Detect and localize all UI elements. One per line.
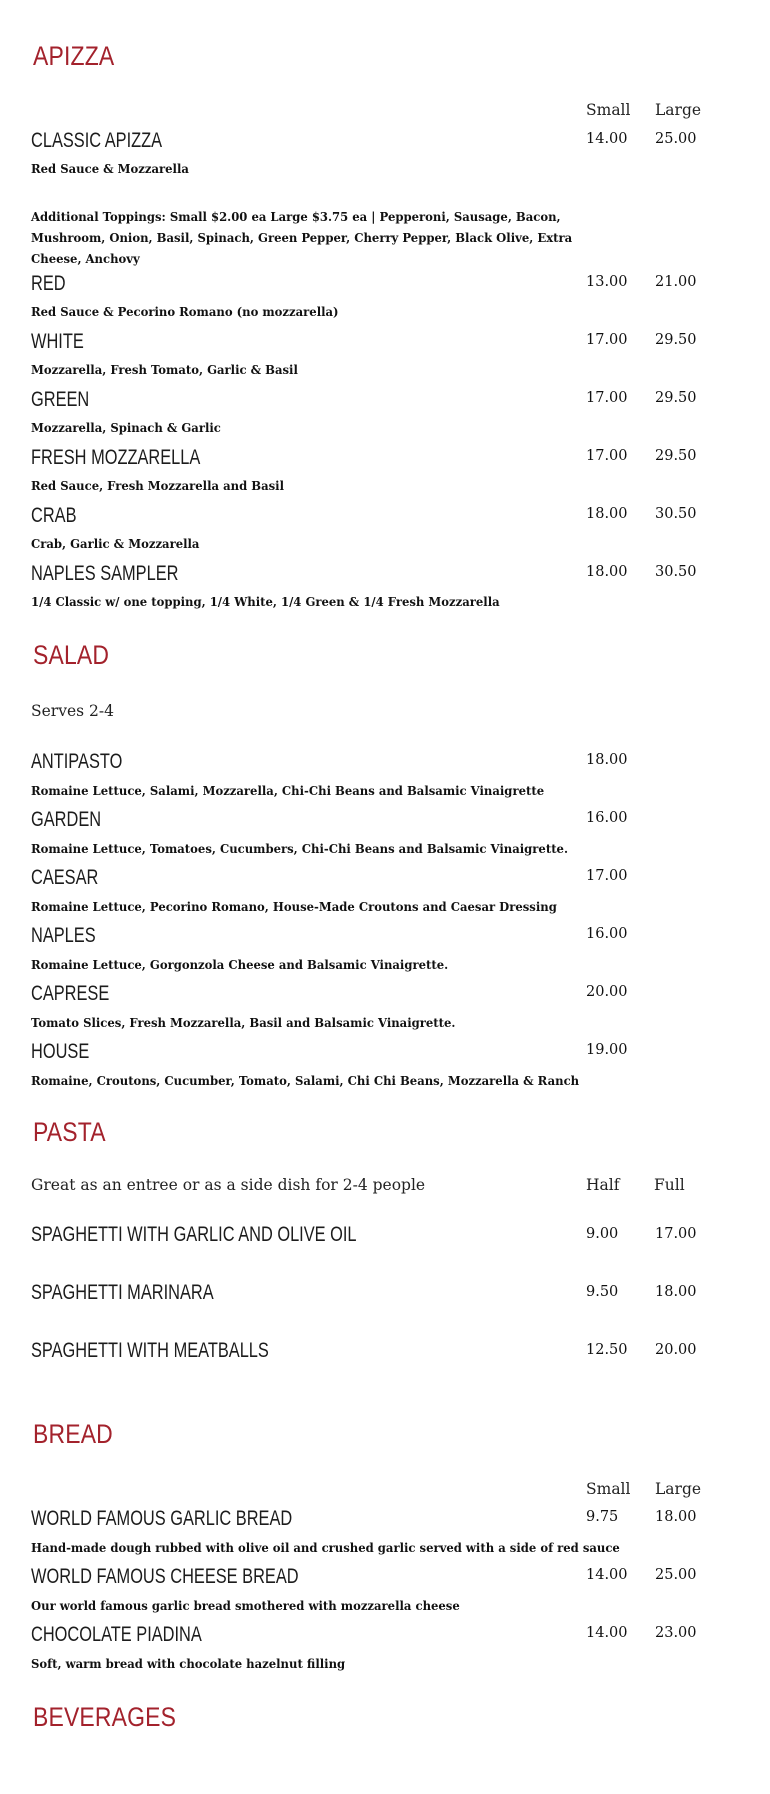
menu-item-price-full: 17.00	[655, 1226, 697, 1242]
menu-item-description: Crab, Garlic & Mozzarella	[31, 536, 200, 551]
section-title-beverages: BEVERAGES	[33, 1702, 177, 1732]
menu-item-description: Mozzarella, Spinach & Garlic	[31, 420, 221, 435]
menu-item-name: SPAGHETTI WITH MEATBALLS	[31, 1339, 269, 1362]
menu-item-price-small: 18.00	[586, 506, 628, 522]
menu-item-price: 16.00	[586, 926, 628, 942]
menu-item-price-small: 17.00	[586, 390, 628, 406]
menu-item-price-large: 21.00	[655, 274, 697, 290]
menu-item-price-small: 17.00	[586, 448, 628, 464]
column-header-small: Small	[586, 101, 631, 119]
column-header-half: Half	[586, 1176, 620, 1194]
menu-item-price-small: 17.00	[586, 332, 628, 348]
menu-item-price-large: 29.50	[655, 448, 697, 464]
menu-item-name: WHITE	[31, 330, 84, 353]
menu-item-name: GARDEN	[31, 808, 102, 831]
menu-item-price: 16.00	[586, 810, 628, 826]
additional-toppings-note: Additional Toppings: Small $2.00 ea Large $3.75 ea | Pepperoni, Sausage, Bacon, Mushroom, Onion, Basil, Spinach, Green Pepper, Cherry Pepper, Black Olive, Extra Cheese, Anchovy	[31, 209, 573, 266]
menu-item-description: Mozzarella, Fresh Tomato, Garlic & Basil	[31, 362, 298, 377]
menu-item-description: Romaine, Croutons, Cucumber, Tomato, Salami, Chi Chi Beans, Mozzarella & Ranch	[31, 1073, 580, 1088]
menu-item-price-large: 29.50	[655, 332, 697, 348]
menu-item-price-small: 14.00	[586, 131, 628, 147]
menu-item-price-small: 9.75	[586, 1509, 619, 1525]
section-note: Serves 2-4	[31, 702, 114, 720]
menu-item-name: WORLD FAMOUS CHEESE BREAD	[31, 1565, 299, 1588]
menu-item-name: SPAGHETTI MARINARA	[31, 1281, 214, 1304]
column-header-large: Large	[655, 101, 702, 119]
menu-item-name: NAPLES SAMPLER	[31, 562, 179, 585]
menu-item-name: CAESAR	[31, 866, 99, 889]
menu-item-name: GREEN	[31, 388, 90, 411]
menu-item-description: Our world famous garlic bread smothered with mozzarella cheese	[31, 1598, 460, 1613]
column-header-large: Large	[655, 1480, 702, 1498]
column-header-small: Small	[586, 1480, 631, 1498]
menu-item-description: Red Sauce & Pecorino Romano (no mozzarella)	[31, 304, 339, 319]
section-note: Great as an entree or as a side dish for 2-4 people	[31, 1176, 426, 1194]
menu-item-name: CHOCOLATE PIADINA	[31, 1623, 202, 1646]
menu-item-price: 20.00	[586, 984, 628, 1000]
menu-item-description: Hand-made dough rubbed with olive oil and crushed garlic served with a side of red sauce	[31, 1540, 620, 1555]
menu-item-price: 17.00	[586, 868, 628, 884]
menu-item-name: RED	[31, 272, 66, 295]
section-title-pasta: PASTA	[33, 1117, 106, 1147]
menu-item-name: CAPRESE	[31, 982, 110, 1005]
menu-item-price-small: 14.00	[586, 1567, 628, 1583]
menu-item-name: CRAB	[31, 504, 77, 527]
menu-item-name: FRESH MOZZARELLA	[31, 446, 201, 469]
menu-item-description: Romaine Lettuce, Pecorino Romano, House-Made Croutons and Caesar Dressing	[31, 899, 557, 914]
menu-item-description: Romaine Lettuce, Gorgonzola Cheese and Balsamic Vinaigrette.	[31, 957, 449, 972]
section-title-bread: BREAD	[33, 1419, 113, 1449]
menu-item-name: SPAGHETTI WITH GARLIC AND OLIVE OIL	[31, 1223, 357, 1246]
menu-item-name: CLASSIC APIZZA	[31, 129, 163, 152]
menu-item-price-small: 14.00	[586, 1625, 628, 1641]
menu-item-description: Romaine Lettuce, Tomatoes, Cucumbers, Chi-Chi Beans and Balsamic Vinaigrette.	[31, 841, 569, 856]
menu-item-name: ANTIPASTO	[31, 750, 123, 773]
menu-item-price-full: 18.00	[655, 1284, 697, 1300]
menu-item-price-large: 23.00	[655, 1625, 697, 1641]
menu-item-price-small: 13.00	[586, 274, 628, 290]
menu-item-price-half: 12.50	[586, 1342, 628, 1358]
menu-item-price-large: 30.50	[655, 564, 697, 580]
menu-item-price-small: 18.00	[586, 564, 628, 580]
menu-item-price-full: 20.00	[655, 1342, 697, 1358]
menu-item-price-half: 9.50	[586, 1284, 619, 1300]
menu-item-name: NAPLES	[31, 924, 96, 947]
menu-item-description: Soft, warm bread with chocolate hazelnut filling	[31, 1656, 346, 1671]
menu-item-price: 18.00	[586, 752, 628, 768]
menu-item-price-large: 25.00	[655, 1567, 697, 1583]
column-header-full: Full	[654, 1176, 685, 1194]
section-title-apizza: APIZZA	[33, 41, 115, 71]
menu-item-price-large: 18.00	[655, 1509, 697, 1525]
menu-item-name: HOUSE	[31, 1040, 90, 1063]
section-title-salad: SALAD	[33, 640, 110, 670]
menu-item-price: 19.00	[586, 1042, 628, 1058]
menu-item-name: WORLD FAMOUS GARLIC BREAD	[31, 1507, 293, 1530]
menu-item-description: Tomato Slices, Fresh Mozzarella, Basil and Balsamic Vinaigrette.	[31, 1015, 456, 1030]
menu-item-description: 1/4 Classic w/ one topping, 1/4 White, 1/4 Green & 1/4 Fresh Mozzarella	[31, 594, 500, 609]
menu-item-price-large: 30.50	[655, 506, 697, 522]
menu-item-description: Red Sauce, Fresh Mozzarella and Basil	[31, 478, 284, 493]
menu-item-description: Red Sauce & Mozzarella	[31, 161, 189, 176]
menu-item-price-large: 29.50	[655, 390, 697, 406]
menu-item-description: Romaine Lettuce, Salami, Mozzarella, Chi-Chi Beans and Balsamic Vinaigrette	[31, 783, 545, 798]
menu-item-price-half: 9.00	[586, 1226, 619, 1242]
menu-item-price-large: 25.00	[655, 131, 697, 147]
